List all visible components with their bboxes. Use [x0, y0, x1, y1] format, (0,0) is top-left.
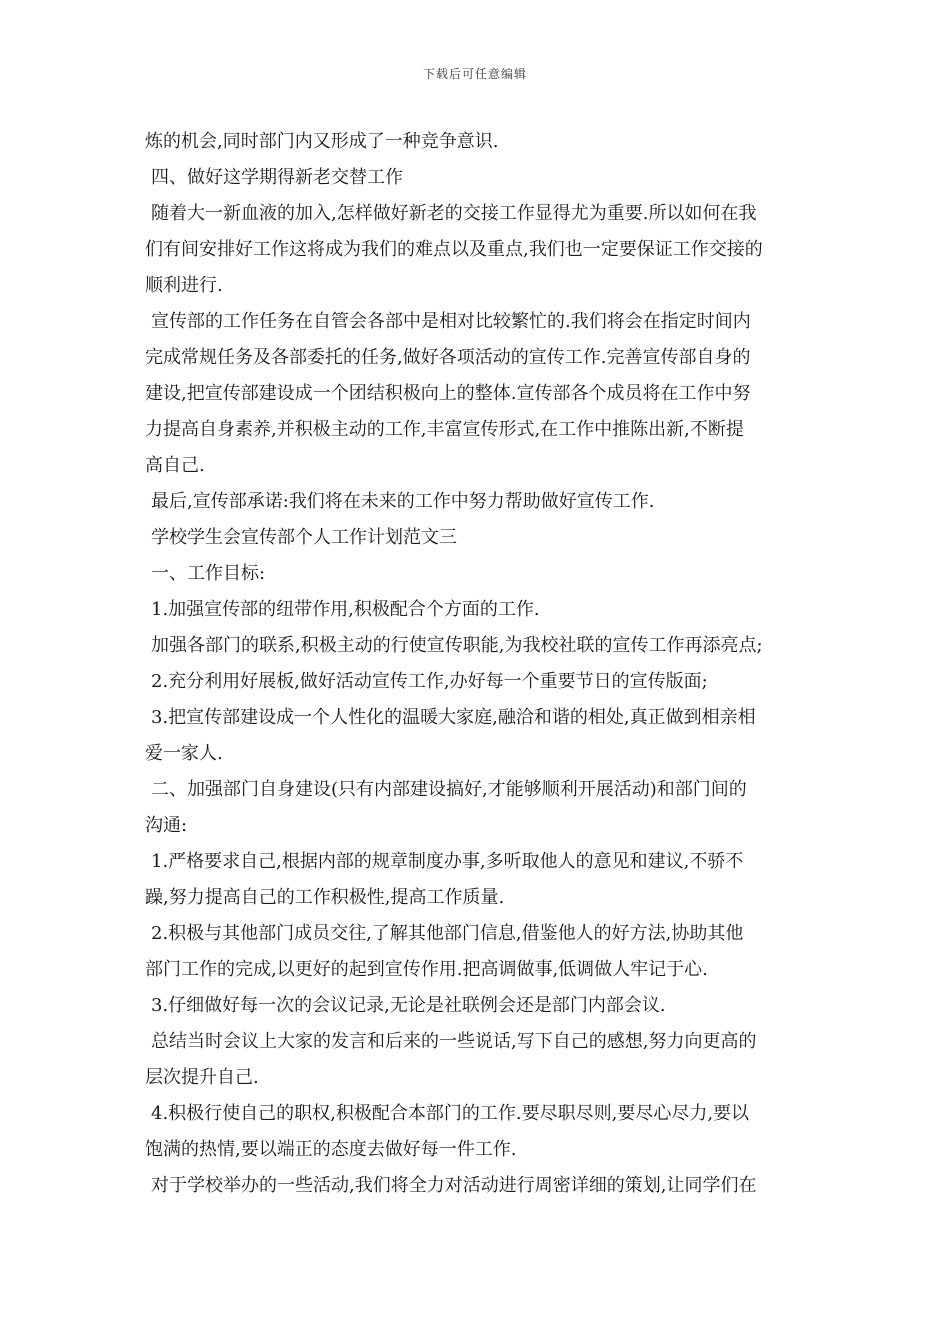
text-line: 完成常规任务及各部委托的任务,做好各项活动的宣传工作.完善宣传部自身的 [145, 347, 751, 368]
text-line: 学校学生会宣传部个人工作计划范文三 [151, 527, 457, 548]
text-line: 层次提升自己. [145, 1067, 259, 1088]
text-line: 炼的机会,同时部门内又形成了一种竞争意识. [145, 131, 499, 152]
text-line: 2.充分利用好展板,做好活动宣传工作,办好每一个重要节日的宣传版面; [151, 671, 708, 692]
text-line: 最后,宣传部承诺:我们将在未来的工作中努力帮助做好宣传工作. [151, 491, 655, 512]
text-line: 4.积极行使自己的职权,积极配合本部门的工作.要尽职尽则,要尽心尽力,要以 [151, 1103, 750, 1124]
text-line: 一、工作目标: [151, 563, 266, 584]
text-line: 躁,努力提高自己的工作积极性,提高工作质量. [145, 887, 505, 908]
document-body [145, 124, 815, 1204]
text-line: 们有间安排好工作这将成为我们的难点以及重点,我们也一定要保证工作交接的 [145, 239, 763, 260]
text-line: 部门工作的完成,以更好的起到宣传作用.把高调做事,低调做人牢记于心. [145, 959, 708, 980]
text-line: 顺利进行. [145, 275, 223, 296]
text-line: 高自己. [145, 455, 205, 476]
text-line: 饱满的热情,要以端正的态度去做好每一件工作. [145, 1139, 517, 1160]
text-line: 四、做好这学期得新老交替工作 [151, 167, 403, 188]
text-line: 1.严格要求自己,根据内部的规章制度办事,多听取他人的意见和建议,不骄不 [151, 851, 744, 872]
text-line: 宣传部的工作任务在自管会各部中是相对比较繁忙的.我们将会在指定时间内 [151, 311, 751, 332]
text-line: 总结当时会议上大家的发言和后来的一些说话,写下自己的感想,努力向更高的 [151, 1031, 757, 1052]
text-line: 3.仔细做好每一次的会议记录,无论是社联例会还是部门内部会议. [151, 995, 666, 1016]
text-line: 二、加强部门自身建设(只有内部建设搞好,才能够顺利开展活动)和部门间的 [151, 779, 747, 800]
text-line: 建设,把宣传部建设成一个团结积极向上的整体.宣传部各个成员将在工作中努 [145, 383, 751, 404]
text-line: 对于学校举办的一些活动,我们将全力对活动进行周密详细的策划,让同学们在 [151, 1175, 757, 1196]
text-line: 随着大一新血液的加入,怎样做好新老的交接工作显得尤为重要.所以如何在我 [151, 203, 757, 224]
text-line: 2.积极与其他部门成员交往,了解其他部门信息,借鉴他人的好方法,协助其他 [151, 923, 744, 944]
text-line: 沟通: [145, 815, 188, 836]
text-line: 1.加强宣传部的纽带作用,积极配合个方面的工作. [151, 599, 540, 620]
text-line: 力提高自身素养,并积极主动的工作,丰富宣传形式,在工作中推陈出新,不断提 [145, 419, 744, 440]
page-header: 下载后可任意编辑 [422, 67, 527, 81]
text-line: 3.把宣传部建设成一个人性化的温暖大家庭,融洽和谐的相处,真正做到相亲相 [151, 707, 756, 728]
text-line: 加强各部门的联系,积极主动的行使宣传职能,为我校社联的宣传工作再添亮点; [151, 635, 763, 656]
text-line: 爱一家人. [145, 743, 223, 764]
